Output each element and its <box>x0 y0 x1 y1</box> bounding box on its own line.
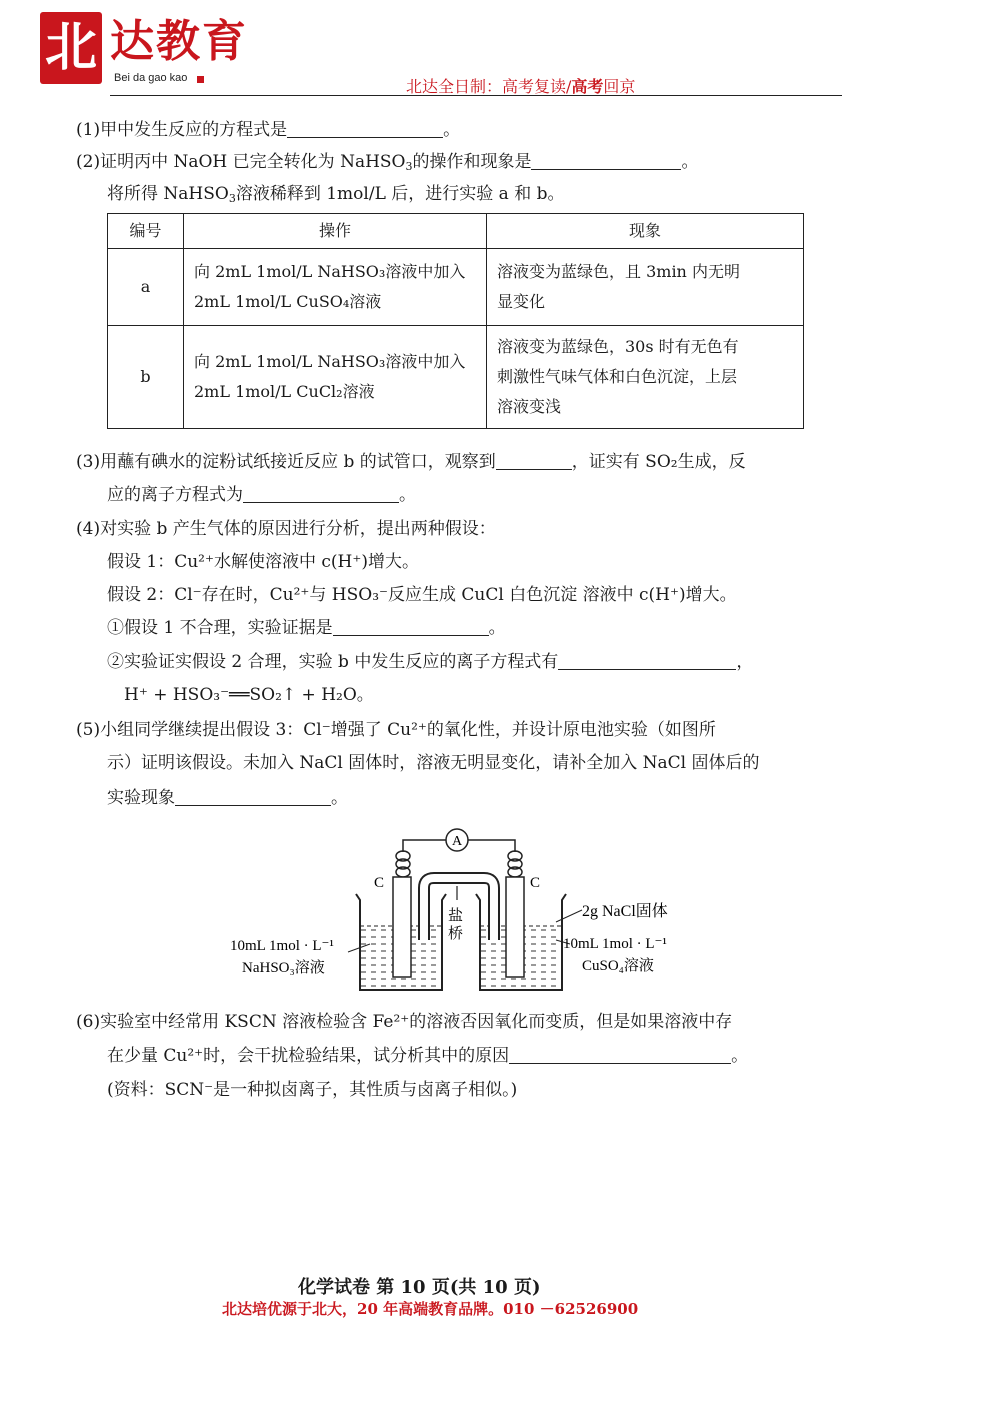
header-phenomenon: 现象 <box>487 214 804 249</box>
table-header-row <box>108 214 804 249</box>
salt-bridge-label-2: 桥 <box>448 926 464 942</box>
table-row <box>108 249 804 326</box>
header-code: 编号 <box>108 214 184 249</box>
answer-blank <box>333 617 489 636</box>
logo-mark: 北 <box>40 12 102 84</box>
answer-blank <box>558 651 736 670</box>
right-coil <box>508 851 522 877</box>
answer-blank <box>175 787 331 806</box>
table-row <box>108 326 804 429</box>
left-solution-label-1: 10mL 1mol · L⁻¹ <box>230 938 334 954</box>
question-5-line3: 实验现象 。 <box>107 788 348 808</box>
galvanic-cell-diagram <box>220 822 700 998</box>
question-3-line2: 应的离子方程式为 。 <box>107 485 416 505</box>
page-number: 化学试卷 第 10 页(共 10 页) <box>298 1277 541 1298</box>
leader-line <box>556 910 582 922</box>
row-operation: 向 2mL 1mol/L NaHSO₃溶液中加入 2mL 1mol/L CuSO₄溶液 <box>184 249 487 326</box>
header-slogan: 北达全日制：高考复读/高考回京 <box>406 77 636 96</box>
header-rule <box>110 95 842 96</box>
question-6-line2: 在少量 Cu²⁺时，会干扰检验结果，试分析其中的原因 。 <box>107 1046 749 1066</box>
row-code: a <box>108 249 184 326</box>
answer-blank <box>531 151 681 170</box>
question-3: (3)用蘸有碘水的淀粉试纸接近反应 b 的试管口，观察到 ，证实有 SO₂生成，反 <box>76 452 746 472</box>
right-solution-label-1: 10mL 1mol · L⁻¹ <box>563 936 667 952</box>
question-4-sub1: ①假设 1 不合理，实验证据是 。 <box>107 618 506 638</box>
question-4: (4)对实验 b 产生气体的原因进行分析，提出两种假设： <box>76 519 496 539</box>
question-2: (2)证明丙中 NaOH 已完全转化为 NaHSO$_3$的操作和现象是 。 <box>76 152 699 173</box>
question-5-line2: 示）证明该假设。未加入 NaCl 固体时，溶液无明显变化，请补全加入 NaCl 固体后的 <box>107 753 760 773</box>
hypothesis-2: 假设 2：Cl⁻存在时，Cu²⁺与 HSO₃⁻反应生成 CuCl 白色沉淀 溶液中 c(H⁺)增大。 <box>107 585 737 605</box>
logo-name: 达教育 <box>110 16 248 67</box>
left-coil <box>396 851 410 877</box>
right-electrode-label: C <box>530 875 541 891</box>
logo-pinyin: Bei da gao kao <box>114 72 188 84</box>
answer-blank <box>496 451 572 470</box>
answer-blank <box>287 119 443 138</box>
row-operation: 向 2mL 1mol/L NaHSO₃溶液中加入 2mL 1mol/L CuCl₂溶液 <box>184 326 487 429</box>
right-electrode <box>506 877 524 977</box>
left-electrode <box>393 877 411 977</box>
left-solution-label-2: NaHSO₃溶液 <box>242 960 325 976</box>
footer-brand: 北达培优源于北大，20 年高端教育品牌。010 －62526900 <box>222 1300 639 1318</box>
left-electrode-label: C <box>374 875 385 891</box>
question-5: (5)小组同学继续提出假设 3：Cl⁻增强了 Cu²⁺的氧化性，并设计原电池实验（如图所 <box>76 720 716 740</box>
answer-blank <box>509 1045 731 1064</box>
row-phenomenon: 溶液变为蓝绿色，且 3min 内无明 显变化 <box>487 249 804 326</box>
right-solution-label-2: CuSO₄溶液 <box>582 958 654 974</box>
salt-bridge-label-1: 盐 <box>448 908 464 924</box>
experiment-table <box>107 213 804 429</box>
question-2-intro: 将所得 NaHSO$_3$溶液稀释到 1mol/L 后，进行实验 a 和 b。 <box>107 184 565 205</box>
question-1: (1)甲中发生反应的方程式是 。 <box>76 120 461 140</box>
header-operation: 操作 <box>184 214 487 249</box>
row-phenomenon: 溶液变为蓝绿色，30s 时有无色有 刺激性气味气体和白色沉淀，上层 溶液变浅 <box>487 326 804 429</box>
nacl-label: 2g NaCl固体 <box>582 903 668 920</box>
question-6: (6)实验室中经常用 KSCN 溶液检验含 Fe²⁺的溶液否因氧化而变质，但是如果溶液中存 <box>76 1012 733 1032</box>
answer-blank <box>243 484 399 503</box>
question-6-note: (资料：SCN⁻是一种拟卤离子，其性质与卤离子相似。) <box>107 1080 518 1100</box>
equation: H⁺ + HSO₃⁻══SO₂↑ + H₂O。 <box>124 685 374 705</box>
row-code: b <box>108 326 184 429</box>
hypothesis-1: 假设 1：Cu²⁺水解使溶液中 c(H⁺)增大。 <box>107 552 419 572</box>
logo-dot <box>197 76 204 83</box>
question-4-sub2: ②实验证实假设 2 合理，实验 b 中发生反应的离子方程式有 ， <box>107 652 754 672</box>
ammeter-label: A <box>451 834 463 849</box>
